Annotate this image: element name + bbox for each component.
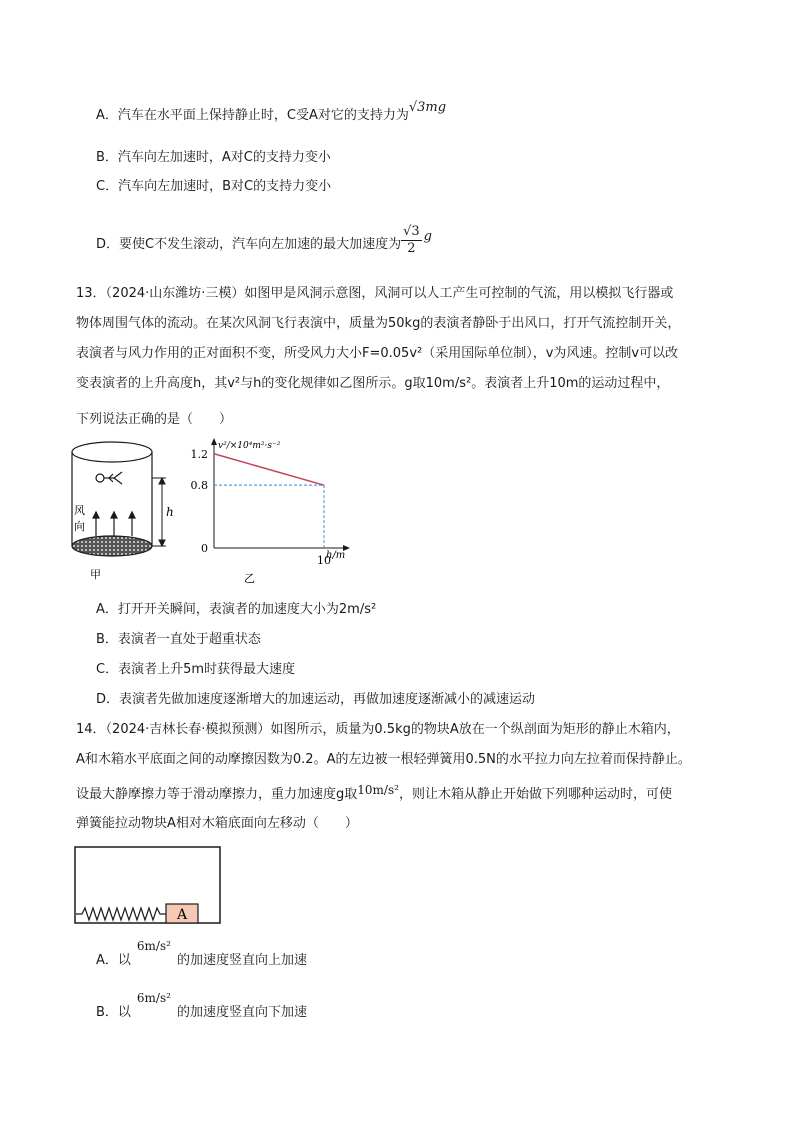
q12-option-a: A．汽车在水平面上保持静止时，C受A对它的支持力为√3mg: [96, 100, 447, 123]
q14-stem-line1: 14．（2024·吉林长春·模拟预测）如图所示，质量为0.5kg的物块A放在一个纵剖面为矩形的静止木箱内，: [76, 722, 680, 737]
x-axis-label: h/m: [326, 550, 346, 561]
q13-stem-line1: 13．（2024·山东潍坊·三模）如图甲是风洞示意图，风洞可以人工产生可控制的气流，用以模拟飞行器或: [76, 286, 674, 301]
q14-option-b-value: 6m/s²: [136, 991, 171, 1005]
height-marker: [152, 478, 166, 546]
q12-option-a-value: √3mg: [408, 100, 447, 115]
chart-series: [214, 454, 324, 485]
q14-stem-line4: 弹簧能拉动物块A相对木箱底面向左移动（ ）: [76, 816, 358, 831]
figure-jia-caption: 甲: [90, 568, 101, 581]
wind-tunnel-figure: [60, 436, 190, 584]
y-axis-arrow: [211, 438, 217, 445]
q13-option-c: C．表演者上升5m时获得最大速度: [96, 662, 296, 677]
q12-option-c: C．汽车向左加速时，B对C的支持力变小: [96, 179, 332, 194]
block-a-label: A: [176, 907, 188, 923]
q14-stem-line2: A和木箱水平底面之间的动摩擦因数为0.2。A的左边被一根轻弹簧用0.5N的水平拉力向左拉着而保持静止。: [76, 752, 691, 767]
wind-label-1: 风: [74, 504, 85, 517]
q12-option-d-fraction: $\frac{√3}{2}$: [403, 224, 420, 256]
box-spring-figure: [74, 846, 224, 926]
chart-axes: [211, 438, 350, 551]
chart-guides: [214, 485, 324, 548]
y-tick-label: 1.2: [190, 447, 208, 461]
q14-option-a: A．以6m/s²的加速度竖直向上加速: [96, 939, 307, 968]
y-tick-label: 0: [201, 542, 208, 555]
q14-option-b: B．以6m/s²的加速度竖直向下加速: [96, 991, 307, 1020]
x-tick-label: 10: [317, 554, 331, 567]
q13-option-a: A．打开开关瞬间，表演者的加速度大小为2m/s²: [96, 602, 377, 617]
q12-option-b: B．汽车向左加速时，A对C的支持力变小: [96, 150, 331, 165]
q14-stem-line3: 设最大静摩擦力等于滑动摩擦力，重力加速度g取10m/s²，则让木箱从静止开始做下列哪种运动时，可使: [76, 783, 672, 802]
wind-label-2: 向: [74, 520, 85, 533]
q13-stem-line2: 物体周围气体的流动。在某次风洞飞行表演中，质量为50kg的表演者静卧于出风口，打开气流控制开关，: [76, 316, 681, 331]
wind-arrows: [93, 512, 135, 536]
q13-option-b: B．表演者一直处于超重状态: [96, 632, 261, 647]
height-label: h: [166, 505, 174, 519]
y-tick-label: 0.8: [190, 479, 208, 493]
q12-option-d: D．要使C不发生滚动，汽车向左加速的最大加速度为 $\frac{√3}{2}$ g: [96, 224, 432, 256]
q14-option-a-value: 6m/s²: [136, 939, 171, 953]
tunnel-outlet: [72, 536, 152, 556]
tunnel-top-ellipse: [72, 442, 152, 462]
figure-yi-caption: 乙: [244, 572, 255, 585]
q13-option-d: D．表演者先做加速度逐渐增大的加速运动，再做加速度逐渐减小的减速运动: [96, 692, 536, 707]
q14-g-value: 10m/s²: [357, 783, 399, 797]
q13-stem-line4: 变表演者的上升高度h，其v²与h的变化规律如乙图所示。g取10m/s²。表演者上升10m的运动过程中，: [76, 376, 670, 391]
series-line: [214, 454, 324, 485]
q13-stem-line5: 下列说法正确的是（ ）: [76, 412, 233, 427]
y-axis-label: v²/×10⁴m²·s⁻²: [218, 441, 281, 451]
performer-icon: [96, 472, 122, 484]
q13-stem-line3: 表演者与风力作用的正对面积不变，所受风力大小F=0.05v²（采用国际单位制），v为风速。控制v可以改: [76, 346, 679, 361]
v2-h-chart: [186, 430, 356, 586]
